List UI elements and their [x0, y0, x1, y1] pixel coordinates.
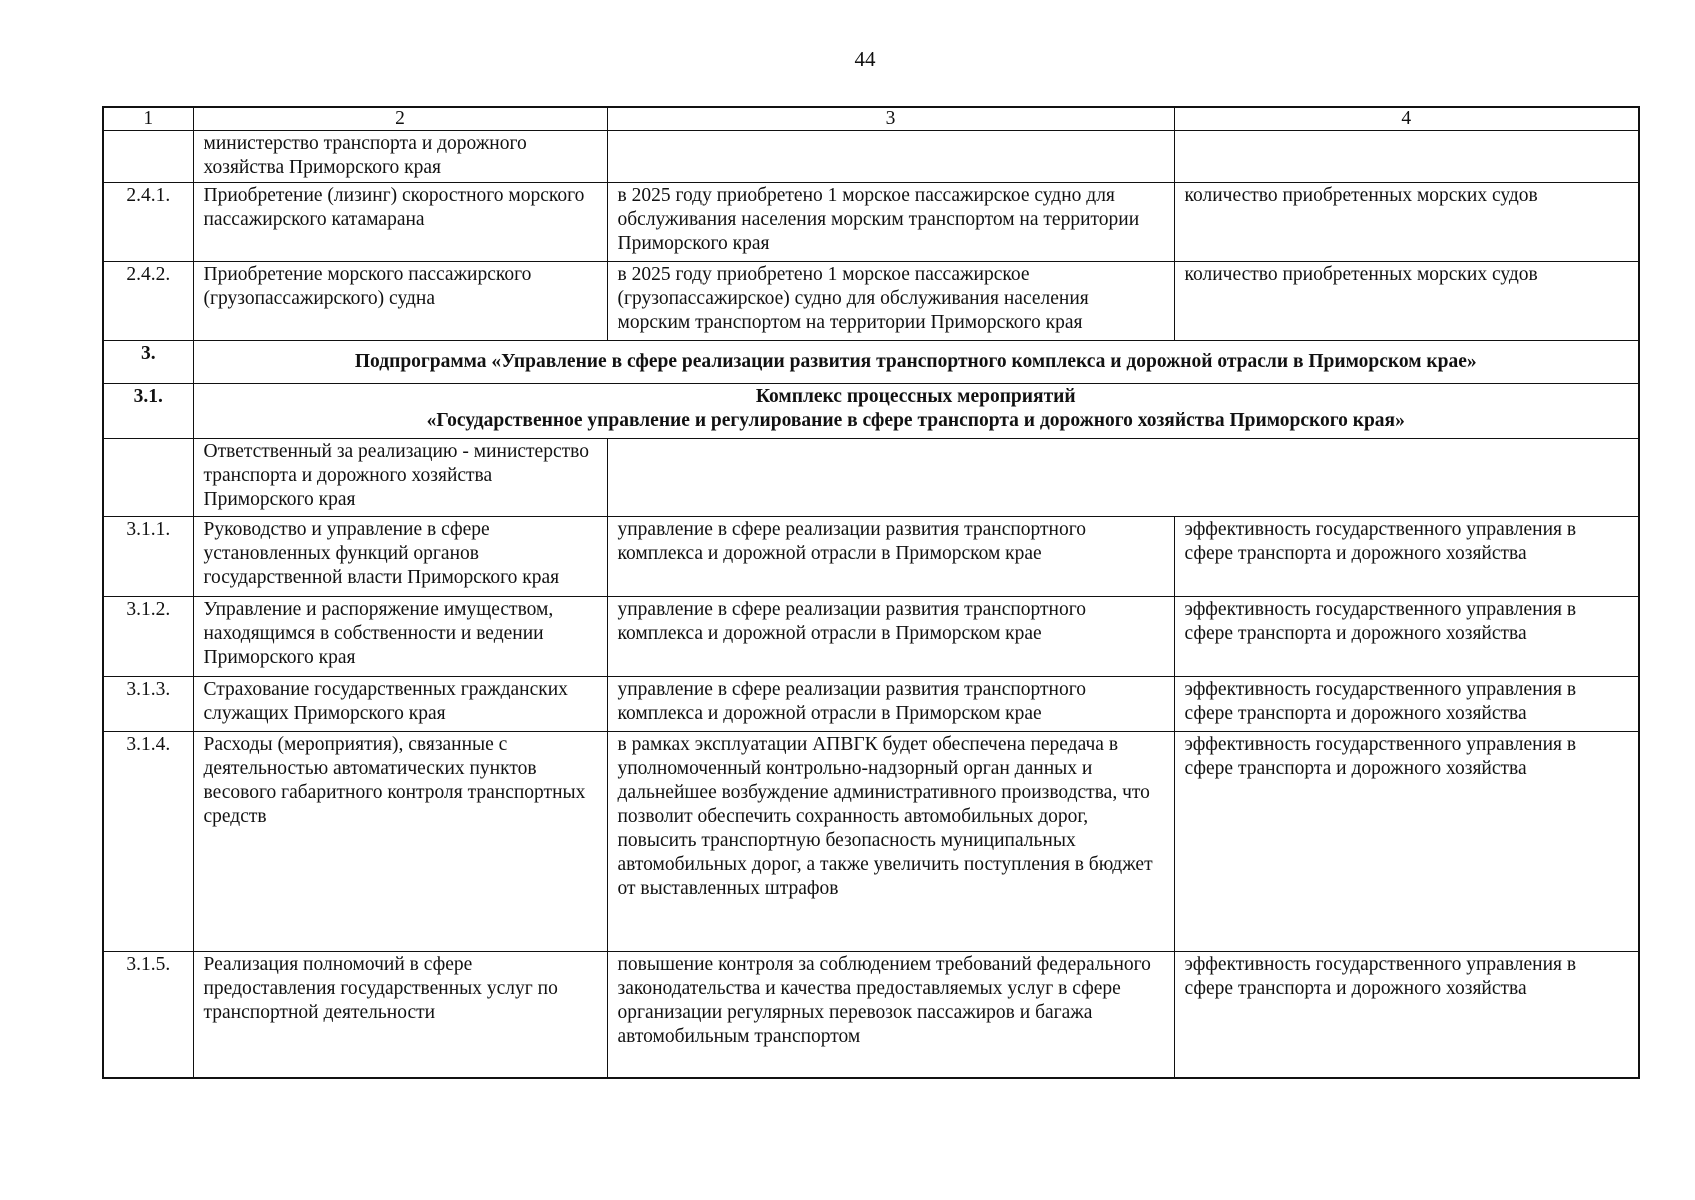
indicator: количество приобретенных морских судов — [1174, 262, 1639, 341]
event-name: министерство транспорта и дорожного хозяйства Приморского края — [193, 131, 607, 183]
table-row — [103, 262, 1639, 341]
event-name: Страхование государственных гражданских служащих Приморского края — [193, 677, 607, 732]
table-row — [103, 677, 1639, 732]
table-row — [103, 517, 1639, 597]
expected-result: повышение контроля за соблюдением требований федерального законодательства и качества предоставляемых услуг в сфере организации регулярных перевозок пассажиров и багажа автомобильным транспортом — [607, 952, 1174, 1078]
expected-result: в рамках эксплуатации АПВГК будет обеспечена передача в уполномоченный контрольно-надзорный орган данных и дальнейшее возбуждение административного производства, что позволит обеспечить сохранность автомобильных дорог, повысить транспортную безопасность муниципальных автомобильных дорог, а также увеличить поступления в бюджет от выставленных штрафов — [607, 732, 1174, 952]
complex-title — [193, 384, 1639, 439]
table-row — [103, 131, 1639, 183]
expected-result: в 2025 году приобретено 1 морское пассажирское судно для обслуживания населения морским транспортом на территории Приморского края — [607, 183, 1174, 262]
event-name: Управление и распоряжение имуществом, находящимся в собственности и ведении Приморского края — [193, 597, 607, 677]
responsible-row — [103, 439, 1639, 517]
indicator: эффективность государственного управления в сфере транспорта и дорожного хозяйства — [1174, 517, 1639, 597]
table-row — [103, 597, 1639, 677]
event-name: Руководство и управление в сфере установленных функций органов государственной власти Приморского края — [193, 517, 607, 597]
indicator: эффективность государственного управления в сфере транспорта и дорожного хозяйства — [1174, 677, 1639, 732]
indicator — [1174, 131, 1639, 183]
row-number: 3.1.5. — [103, 952, 193, 1078]
responsible-text: Ответственный за реализацию - министерство транспорта и дорожного хозяйства Приморского края — [193, 439, 607, 517]
expected-result: управление в сфере реализации развития транспортного комплекса и дорожной отрасли в Приморском крае — [607, 677, 1174, 732]
empty-cell — [607, 439, 1639, 517]
table-row — [103, 183, 1639, 262]
column-header: 3 — [607, 107, 1174, 131]
section-row — [103, 384, 1639, 439]
section-number: 3. — [103, 341, 193, 384]
row-number: 3.1.1. — [103, 517, 193, 597]
program-table — [102, 106, 1640, 1079]
expected-result: в 2025 году приобретено 1 морское пассажирское (грузопассажирское) судно для обслуживания населения морским транспортом на территории Приморского края — [607, 262, 1174, 341]
complex-title-line: Комплекс процессных мероприятий — [755, 386, 1076, 407]
section-number: 3.1. — [103, 384, 193, 439]
row-number — [103, 439, 193, 517]
row-number: 3.1.2. — [103, 597, 193, 677]
row-number: 3.1.3. — [103, 677, 193, 732]
row-number: 2.4.2. — [103, 262, 193, 341]
column-header: 1 — [103, 107, 193, 131]
table-row — [103, 952, 1639, 1078]
event-name: Приобретение морского пассажирского (грузопассажирского) судна — [193, 262, 607, 341]
indicator: эффективность государственного управления в сфере транспорта и дорожного хозяйства — [1174, 597, 1639, 677]
column-header: 2 — [193, 107, 607, 131]
expected-result — [607, 131, 1174, 183]
row-number: 3.1.4. — [103, 732, 193, 952]
column-number-row — [103, 107, 1639, 131]
event-name: Реализация полномочий в сфере предоставления государственных услуг по транспортной деятельности — [193, 952, 607, 1078]
event-name: Приобретение (лизинг) скоростного морского пассажирского катамарана — [193, 183, 607, 262]
row-number: 2.4.1. — [103, 183, 193, 262]
indicator: количество приобретенных морских судов — [1174, 183, 1639, 262]
section-row — [103, 341, 1639, 384]
expected-result: управление в сфере реализации развития транспортного комплекса и дорожной отрасли в Приморском крае — [607, 517, 1174, 597]
indicator: эффективность государственного управления в сфере транспорта и дорожного хозяйства — [1174, 952, 1639, 1078]
column-header: 4 — [1174, 107, 1639, 131]
subprogram-title: Подпрограмма «Управление в сфере реализации развития транспортного комплекса и дорожной отрасли в Приморском крае» — [193, 341, 1639, 384]
expected-result: управление в сфере реализации развития транспортного комплекса и дорожной отрасли в Приморском крае — [607, 597, 1174, 677]
event-name: Расходы (мероприятия), связанные с деятельностью автоматических пунктов весового габаритного контроля транспортных средств — [193, 732, 607, 952]
complex-title-line: «Государственное управление и регулирование в сфере транспорта и дорожного хозяйства Приморского края» — [426, 410, 1405, 431]
table-row — [103, 732, 1639, 952]
page-number: 44 — [854, 47, 876, 71]
row-number — [103, 131, 193, 183]
indicator: эффективность государственного управления в сфере транспорта и дорожного хозяйства — [1174, 732, 1639, 952]
